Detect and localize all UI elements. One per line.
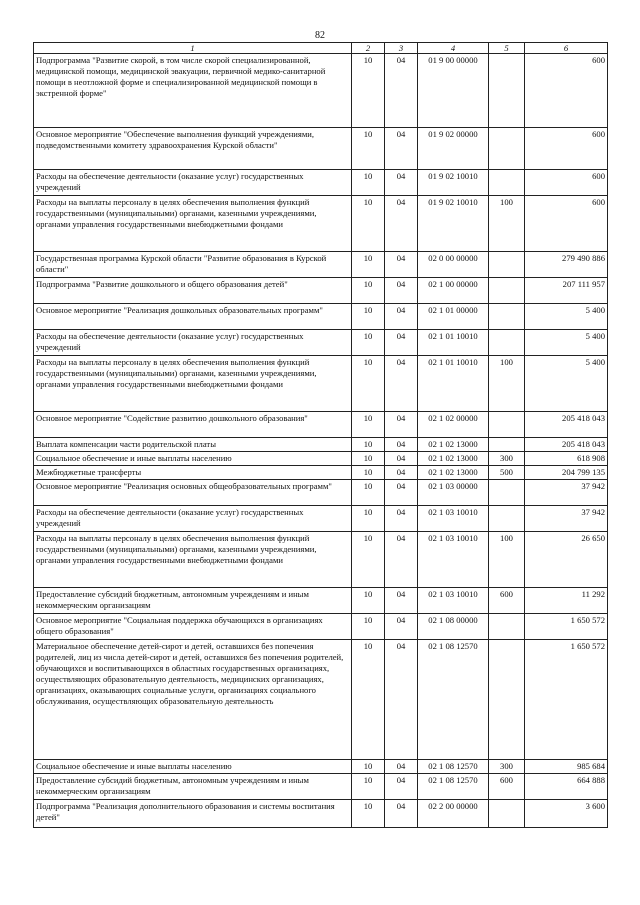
- row-name-cell: Основное мероприятие "Реализация основных общеобразовательных программ": [34, 480, 352, 506]
- budget-table: [33, 42, 608, 828]
- row-name-cell: Расходы на выплаты персоналу в целях обеспечения выполнения функций государственными (муниципальными) органами, казенными учреждениями, органами управления государственными внебюджетными фондами: [34, 356, 352, 412]
- row-name-cell: Расходы на обеспечение деятельности (оказание услуг) государственных учреждений: [34, 506, 352, 532]
- row-name-cell: Расходы на выплаты персоналу в целях обеспечения выполнения функций государственными (муниципальными) органами, казенными учреждениями, органами управления государственными внебюджетными фондами: [34, 532, 352, 588]
- row-name-cell: Предоставление субсидий бюджетным, автономным учреждениям и иным некоммерческим организациям: [34, 774, 352, 800]
- row-name-cell: Подпрограмма "Развитие скорой, в том числе скорой специализированной, медицинской помощи, медицинской эвакуации, первичной медико-санитарной помощи в неотложной форме и специализированной медицинской помощи в экстренной форме": [34, 54, 352, 128]
- row-section-cell: 10: [352, 774, 385, 800]
- row-subsection-cell: 04: [385, 800, 418, 828]
- row-expense-type-cell: [489, 170, 525, 196]
- row-target-article-cell: 02 1 01 00000: [418, 304, 489, 330]
- row-target-article-cell: 01 9 02 10010: [418, 170, 489, 196]
- row-expense-type-cell: [489, 438, 525, 452]
- row-amount-cell: 37 942: [525, 480, 608, 506]
- row-expense-type-cell: [489, 412, 525, 438]
- row-section-cell: 10: [352, 614, 385, 640]
- row-section-cell: 10: [352, 252, 385, 278]
- table-row: [34, 588, 608, 614]
- row-section-cell: 10: [352, 438, 385, 452]
- row-section-cell: 10: [352, 196, 385, 252]
- row-section-cell: 10: [352, 640, 385, 760]
- row-expense-type-cell: [489, 252, 525, 278]
- row-section-cell: 10: [352, 330, 385, 356]
- header-col-6: 6: [525, 43, 608, 54]
- table-row: [34, 252, 608, 278]
- row-target-article-cell: 02 1 00 00000: [418, 278, 489, 304]
- row-section-cell: 10: [352, 54, 385, 128]
- row-amount-cell: 5 400: [525, 304, 608, 330]
- row-expense-type-cell: [489, 128, 525, 170]
- row-amount-cell: 11 292: [525, 588, 608, 614]
- header-col-2: 2: [352, 43, 385, 54]
- row-amount-cell: 5 400: [525, 330, 608, 356]
- row-subsection-cell: 04: [385, 774, 418, 800]
- row-target-article-cell: 02 1 03 10010: [418, 506, 489, 532]
- row-expense-type-cell: 600: [489, 774, 525, 800]
- row-amount-cell: 600: [525, 54, 608, 128]
- row-subsection-cell: 04: [385, 170, 418, 196]
- row-subsection-cell: 04: [385, 356, 418, 412]
- table-row: [34, 452, 608, 466]
- row-target-article-cell: 02 1 02 13000: [418, 438, 489, 452]
- row-target-article-cell: 02 1 03 10010: [418, 532, 489, 588]
- header-col-5: 5: [489, 43, 525, 54]
- row-target-article-cell: 02 2 00 00000: [418, 800, 489, 828]
- row-name-cell: Социальное обеспечение и иные выплаты населению: [34, 760, 352, 774]
- row-expense-type-cell: [489, 480, 525, 506]
- row-expense-type-cell: 100: [489, 196, 525, 252]
- row-amount-cell: 985 684: [525, 760, 608, 774]
- row-expense-type-cell: [489, 800, 525, 828]
- row-amount-cell: 204 799 135: [525, 466, 608, 480]
- row-subsection-cell: 04: [385, 588, 418, 614]
- row-section-cell: 10: [352, 800, 385, 828]
- row-amount-cell: 5 400: [525, 356, 608, 412]
- row-subsection-cell: 04: [385, 412, 418, 438]
- row-target-article-cell: 01 9 02 00000: [418, 128, 489, 170]
- row-target-article-cell: 02 0 00 00000: [418, 252, 489, 278]
- row-name-cell: Межбюджетные трансферты: [34, 466, 352, 480]
- row-name-cell: Расходы на выплаты персоналу в целях обеспечения выполнения функций государственными (муниципальными) органами, казенными учреждениями, органами управления государственными внебюджетными фондами: [34, 196, 352, 252]
- page-number: 82: [315, 30, 325, 41]
- row-target-article-cell: 02 1 03 00000: [418, 480, 489, 506]
- row-expense-type-cell: [489, 304, 525, 330]
- row-subsection-cell: 04: [385, 640, 418, 760]
- row-expense-type-cell: [489, 278, 525, 304]
- row-expense-type-cell: [489, 506, 525, 532]
- row-subsection-cell: 04: [385, 196, 418, 252]
- row-name-cell: Подпрограмма "Развитие дошкольного и общего образования детей": [34, 278, 352, 304]
- header-col-1: 1: [34, 43, 352, 54]
- row-section-cell: 10: [352, 452, 385, 466]
- row-target-article-cell: 02 1 08 12570: [418, 760, 489, 774]
- row-subsection-cell: 04: [385, 760, 418, 774]
- row-name-cell: Государственная программа Курской области "Развитие образования в Курской области": [34, 252, 352, 278]
- row-name-cell: Предоставление субсидий бюджетным, автономным учреждениям и иным некоммерческим организациям: [34, 588, 352, 614]
- row-amount-cell: 3 600: [525, 800, 608, 828]
- row-amount-cell: 600: [525, 170, 608, 196]
- row-name-cell: Основное мероприятие "Социальная поддержка обучающихся в организациях общего образования": [34, 614, 352, 640]
- row-section-cell: 10: [352, 506, 385, 532]
- row-amount-cell: 664 888: [525, 774, 608, 800]
- row-target-article-cell: 02 1 01 10010: [418, 356, 489, 412]
- row-amount-cell: 207 111 957: [525, 278, 608, 304]
- table-row: [34, 480, 608, 506]
- row-name-cell: Социальное обеспечение и иные выплаты населению: [34, 452, 352, 466]
- row-expense-type-cell: 300: [489, 760, 525, 774]
- row-expense-type-cell: [489, 330, 525, 356]
- row-amount-cell: 26 650: [525, 532, 608, 588]
- row-amount-cell: 600: [525, 128, 608, 170]
- table-row: [34, 170, 608, 196]
- row-expense-type-cell: [489, 614, 525, 640]
- row-subsection-cell: 04: [385, 452, 418, 466]
- row-section-cell: 10: [352, 588, 385, 614]
- row-section-cell: 10: [352, 128, 385, 170]
- row-target-article-cell: 02 1 08 12570: [418, 774, 489, 800]
- table-row: [34, 532, 608, 588]
- row-target-article-cell: 02 1 03 10010: [418, 588, 489, 614]
- table-row: [34, 774, 608, 800]
- table-row: [34, 54, 608, 128]
- row-target-article-cell: 01 9 00 00000: [418, 54, 489, 128]
- row-expense-type-cell: [489, 640, 525, 760]
- row-amount-cell: 205 418 043: [525, 412, 608, 438]
- row-target-article-cell: 02 1 08 00000: [418, 614, 489, 640]
- row-subsection-cell: 04: [385, 128, 418, 170]
- row-target-article-cell: 02 1 02 00000: [418, 412, 489, 438]
- row-amount-cell: 600: [525, 196, 608, 252]
- row-section-cell: 10: [352, 412, 385, 438]
- row-section-cell: 10: [352, 466, 385, 480]
- row-subsection-cell: 04: [385, 278, 418, 304]
- row-name-cell: Подпрограмма "Реализация дополнительного образования и системы воспитания детей": [34, 800, 352, 828]
- row-name-cell: Основное мероприятие "Содействие развитию дошкольного образования": [34, 412, 352, 438]
- row-amount-cell: 279 490 886: [525, 252, 608, 278]
- table-row: [34, 304, 608, 330]
- table-row: [34, 640, 608, 760]
- row-expense-type-cell: 100: [489, 532, 525, 588]
- row-section-cell: 10: [352, 170, 385, 196]
- table-row: [34, 466, 608, 480]
- row-section-cell: 10: [352, 356, 385, 412]
- table-header-row: [34, 43, 608, 54]
- row-target-article-cell: 01 9 02 10010: [418, 196, 489, 252]
- row-section-cell: 10: [352, 532, 385, 588]
- row-section-cell: 10: [352, 760, 385, 774]
- row-name-cell: Материальное обеспечение детей-сирот и детей, оставшихся без попечения родителей, лиц из числа детей-сирот и детей, оставшихся без попечения родителей, обучающихся и воспитывающихся в областных государственных организациях, осуществляющих образовательную деятельность, медицинских организациях, организациях, оказывающих социальные услуги, организациях социального обслуживания, осуществляющих образовательную деятельность: [34, 640, 352, 760]
- row-subsection-cell: 04: [385, 54, 418, 128]
- row-subsection-cell: 04: [385, 252, 418, 278]
- table-row: [34, 614, 608, 640]
- row-subsection-cell: 04: [385, 480, 418, 506]
- table-row: [34, 330, 608, 356]
- row-expense-type-cell: 300: [489, 452, 525, 466]
- row-subsection-cell: 04: [385, 614, 418, 640]
- row-section-cell: 10: [352, 304, 385, 330]
- table-row: [34, 356, 608, 412]
- header-col-4: 4: [418, 43, 489, 54]
- row-subsection-cell: 04: [385, 506, 418, 532]
- row-amount-cell: 618 908: [525, 452, 608, 466]
- row-expense-type-cell: 100: [489, 356, 525, 412]
- row-target-article-cell: 02 1 02 13000: [418, 452, 489, 466]
- row-name-cell: Выплата компенсации части родительской платы: [34, 438, 352, 452]
- row-target-article-cell: 02 1 01 10010: [418, 330, 489, 356]
- header-col-3: 3: [385, 43, 418, 54]
- row-target-article-cell: 02 1 08 12570: [418, 640, 489, 760]
- row-section-cell: 10: [352, 480, 385, 506]
- row-name-cell: Расходы на обеспечение деятельности (оказание услуг) государственных учреждений: [34, 330, 352, 356]
- table-row: [34, 128, 608, 170]
- table-row: [34, 506, 608, 532]
- table-row: [34, 800, 608, 828]
- row-expense-type-cell: [489, 54, 525, 128]
- row-subsection-cell: 04: [385, 304, 418, 330]
- row-subsection-cell: 04: [385, 466, 418, 480]
- row-amount-cell: 1 650 572: [525, 640, 608, 760]
- table-row: [34, 760, 608, 774]
- row-amount-cell: 1 650 572: [525, 614, 608, 640]
- row-name-cell: Основное мероприятие "Обеспечение выполнения функций учреждениями, подведомственными комитету здравоохранения Курской области": [34, 128, 352, 170]
- row-amount-cell: 37 942: [525, 506, 608, 532]
- row-name-cell: Основное мероприятие "Реализация дошкольных образовательных программ": [34, 304, 352, 330]
- table-row: [34, 196, 608, 252]
- table-row: [34, 278, 608, 304]
- table-row: [34, 438, 608, 452]
- row-expense-type-cell: 600: [489, 588, 525, 614]
- row-expense-type-cell: 500: [489, 466, 525, 480]
- row-subsection-cell: 04: [385, 438, 418, 452]
- table-row: [34, 412, 608, 438]
- row-amount-cell: 205 418 043: [525, 438, 608, 452]
- row-name-cell: Расходы на обеспечение деятельности (оказание услуг) государственных учреждений: [34, 170, 352, 196]
- row-subsection-cell: 04: [385, 330, 418, 356]
- row-subsection-cell: 04: [385, 532, 418, 588]
- row-target-article-cell: 02 1 02 13000: [418, 466, 489, 480]
- row-section-cell: 10: [352, 278, 385, 304]
